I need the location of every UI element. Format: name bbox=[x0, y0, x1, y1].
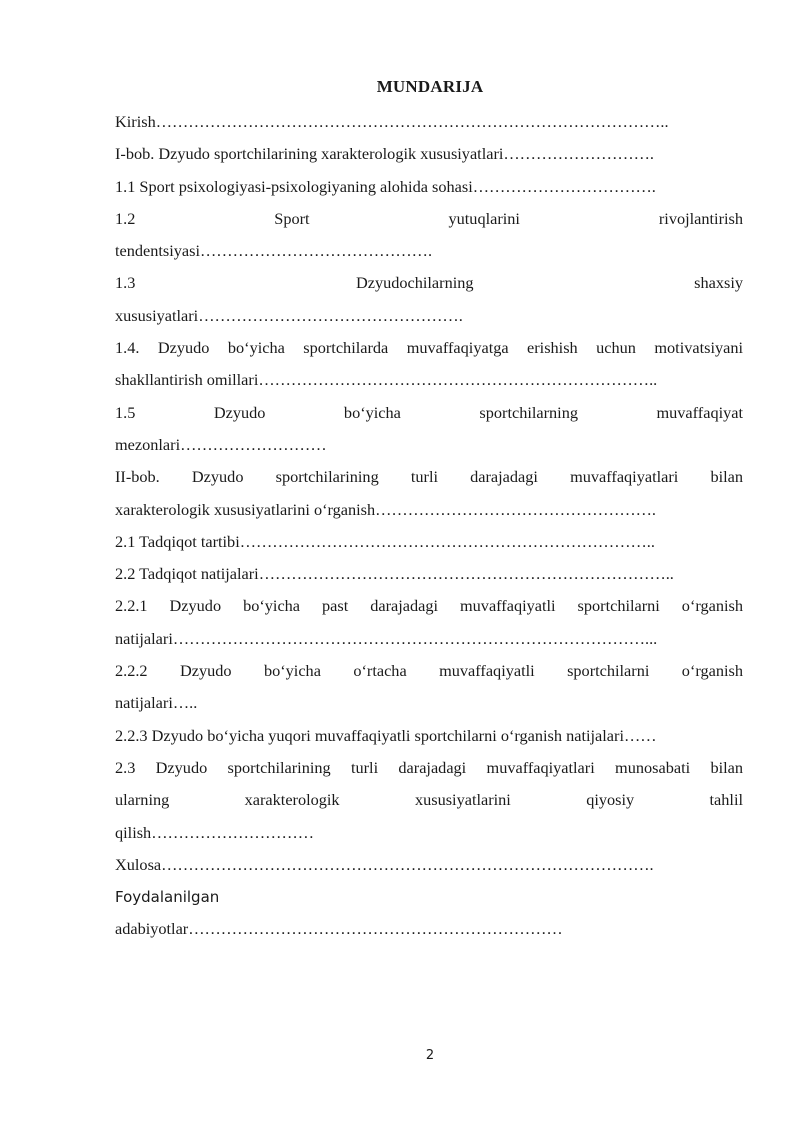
toc-entry-references-cont: adabiyotlar…………………………………………………………… bbox=[115, 919, 563, 939]
table-of-contents bbox=[115, 106, 743, 946]
toc-entry-chapter-1: I-bob. Dzyudo sportchilarining xarakterologik xususiyatlari………………………. bbox=[115, 144, 654, 164]
page-title: MUNDARIJA bbox=[376, 77, 484, 96]
toc-entry-1-3: 1.3 Dzyudochilarning shaxsiy bbox=[115, 273, 743, 293]
toc-entry-references: Foydalanilgan bbox=[115, 888, 220, 907]
toc-entry-1-2-cont: tendentsiyasi……………………………………. bbox=[115, 241, 433, 261]
toc-entry-1-4-cont: shakllantirish omillari……………………………………………………………….. bbox=[115, 370, 658, 390]
toc-entry-chapter-2: II-bob. Dzyudo sportchilarining turli darajadagi muvaffaqiyatlari bilan bbox=[115, 467, 743, 487]
toc-entry-1-5: 1.5 Dzyudo bo‘yicha sportchilarning muvaffaqiyat bbox=[115, 402, 743, 422]
toc-entry-2-2-3: 2.2.3 Dzyudo bo‘yicha yuqori muvaffaqiyatli sportchilarni o‘rganish natijalari…… bbox=[115, 725, 657, 745]
toc-entry-2-3-end: qilish………………………… bbox=[115, 822, 315, 842]
toc-entry-xulosa: Xulosa………………………………………………………………………………. bbox=[115, 854, 654, 874]
toc-entry-1-3-cont: xususiyatlari…………………………………………. bbox=[115, 305, 463, 325]
toc-entry-2-1: 2.1 Tadqiqot tartibi………………………………………………………………….. bbox=[115, 531, 655, 551]
toc-entry-2-3-cont: ularning xarakterologik xususiyatlarini qiyosiy tahlil bbox=[115, 790, 743, 810]
toc-entry-1-2: 1.2 Sport yutuqlarini rivojlantirish bbox=[115, 208, 743, 228]
toc-entry-2-2-2: 2.2.2 Dzyudo bo‘yicha o‘rtacha muvaffaqiyatli sportchilarni o‘rganish bbox=[115, 661, 743, 681]
toc-entry-2-2: 2.2 Tadqiqot natijalari………………………………………………………………….. bbox=[115, 564, 674, 584]
toc-entry-2-2-2-cont: natijalari….. bbox=[115, 693, 198, 713]
toc-entry-kirish: Kirish………………………………………………………………………………….. bbox=[115, 112, 669, 131]
toc-entry-1-4: 1.4. Dzyudo bo‘yicha sportchilarda muvaffaqiyatga erishish uchun motivatsiyani bbox=[115, 338, 743, 358]
page-number: 2 bbox=[425, 1048, 435, 1063]
toc-entry-2-2-1: 2.2.1 Dzyudo bo‘yicha past darajadagi muvaffaqiyatli sportchilarni o‘rganish bbox=[115, 596, 743, 616]
toc-entry-1-1: 1.1 Sport psixologiyasi-psixologiyaning alohida sohasi……………………………. bbox=[115, 176, 656, 196]
toc-entry-chapter-2-cont: xarakterologik xususiyatlarini o‘rganish……………………………………………. bbox=[115, 499, 656, 519]
toc-entry-2-2-1-cont: natijalari……………………………………………………………………………... bbox=[115, 628, 658, 648]
toc-entry-2-3: 2.3 Dzyudo sportchilarining turli darajadagi muvaffaqiyatlari munosabati bilan bbox=[115, 757, 743, 777]
toc-entry-1-5-cont: mezonlari……………………… bbox=[115, 434, 327, 454]
